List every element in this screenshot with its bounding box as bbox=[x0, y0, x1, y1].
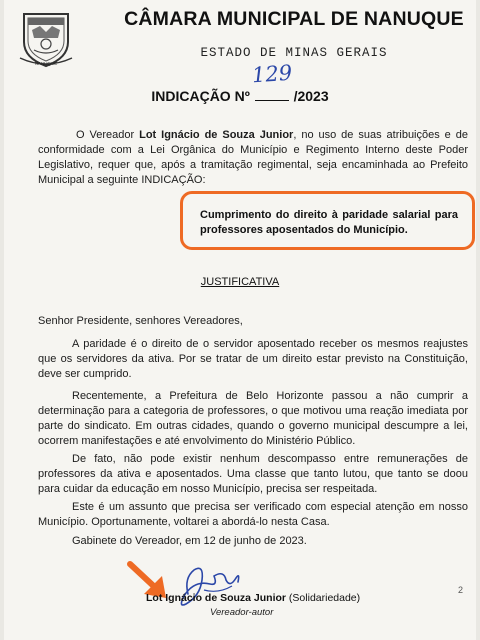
crest-caption: NANUQUE bbox=[34, 61, 58, 66]
signatory-name: Lot Ignácio de Souza Junior (Solidariedade) bbox=[146, 592, 361, 604]
intro-text-1: O Vereador bbox=[76, 129, 140, 141]
paragraph-4: Este é um assunto que precisa ser verificado com especial atenção em nosso Município. Oportunamente, voltarei a abordá-lo nesta Casa. bbox=[38, 501, 468, 528]
intro-text-2: , no uso de suas atribuições e de conformidade com a Lei Orgânica do Município e Regimento Interno deste Poder Legislativo, requer que, após a tramitação regimental, seja encaminhada ao Prefeito Municipal a seguinte INDICAÇÃO: bbox=[38, 129, 468, 186]
intro-paragraph bbox=[38, 128, 468, 188]
indicacao-subject: Cumprimento do direito à paridade salarial para professores aposentados do Município. bbox=[200, 209, 458, 236]
greeting: Senhor Presidente, senhores Vereadores, bbox=[38, 315, 243, 327]
indicacao-heading bbox=[4, 88, 476, 104]
handwritten-number: 129 bbox=[251, 60, 293, 88]
page-title: CÂMARA MUNICIPAL DE NANUQUE bbox=[124, 8, 464, 30]
justificativa-heading: JUSTIFICATIVA bbox=[200, 276, 280, 288]
document-page bbox=[4, 0, 476, 640]
signatory-role: Vereador-autor bbox=[210, 607, 274, 618]
paragraph-3: De fato, não pode existir nenhum descompasso entre remunerações de professores da ativa e aposentados. Uma classe que tanto lutou, que tanto se doou para cuidar da educação em nosso Município, precisa ser respeitada. bbox=[38, 453, 468, 495]
paragraph-1: A paridade é o direito de o servidor aposentado receber os mesmos reajustes que os servidores da ativa. Por se tratar de um direito estar previsto na Constituição, deve ser cumprido. bbox=[38, 338, 468, 380]
intro-vereador-name: Lot Ignácio de Souza Junior bbox=[139, 129, 294, 141]
municipal-crest-logo bbox=[18, 8, 74, 68]
closing-line: Gabinete do Vereador, em 12 de junho de 2023. bbox=[72, 535, 307, 547]
paragraph-2: Recentemente, a Prefeitura de Belo Horizonte passou a não cumprir a determinação para a categoria de professores, o que motivou uma reação imediata por parte do sindicato. Em outras cidades, quando o governo municipal descumpre a lei, ocorrem manifestações e até envolvimento do Ministério Público. bbox=[38, 390, 468, 447]
page-subtitle: ESTADO DE MINAS GERAIS bbox=[200, 46, 388, 60]
indicacao-suffix: /2023 bbox=[293, 88, 329, 104]
indicacao-prefix: INDICAÇÃO Nº bbox=[151, 88, 250, 104]
number-blank-line bbox=[255, 88, 289, 101]
page-number: 2 bbox=[458, 585, 464, 595]
